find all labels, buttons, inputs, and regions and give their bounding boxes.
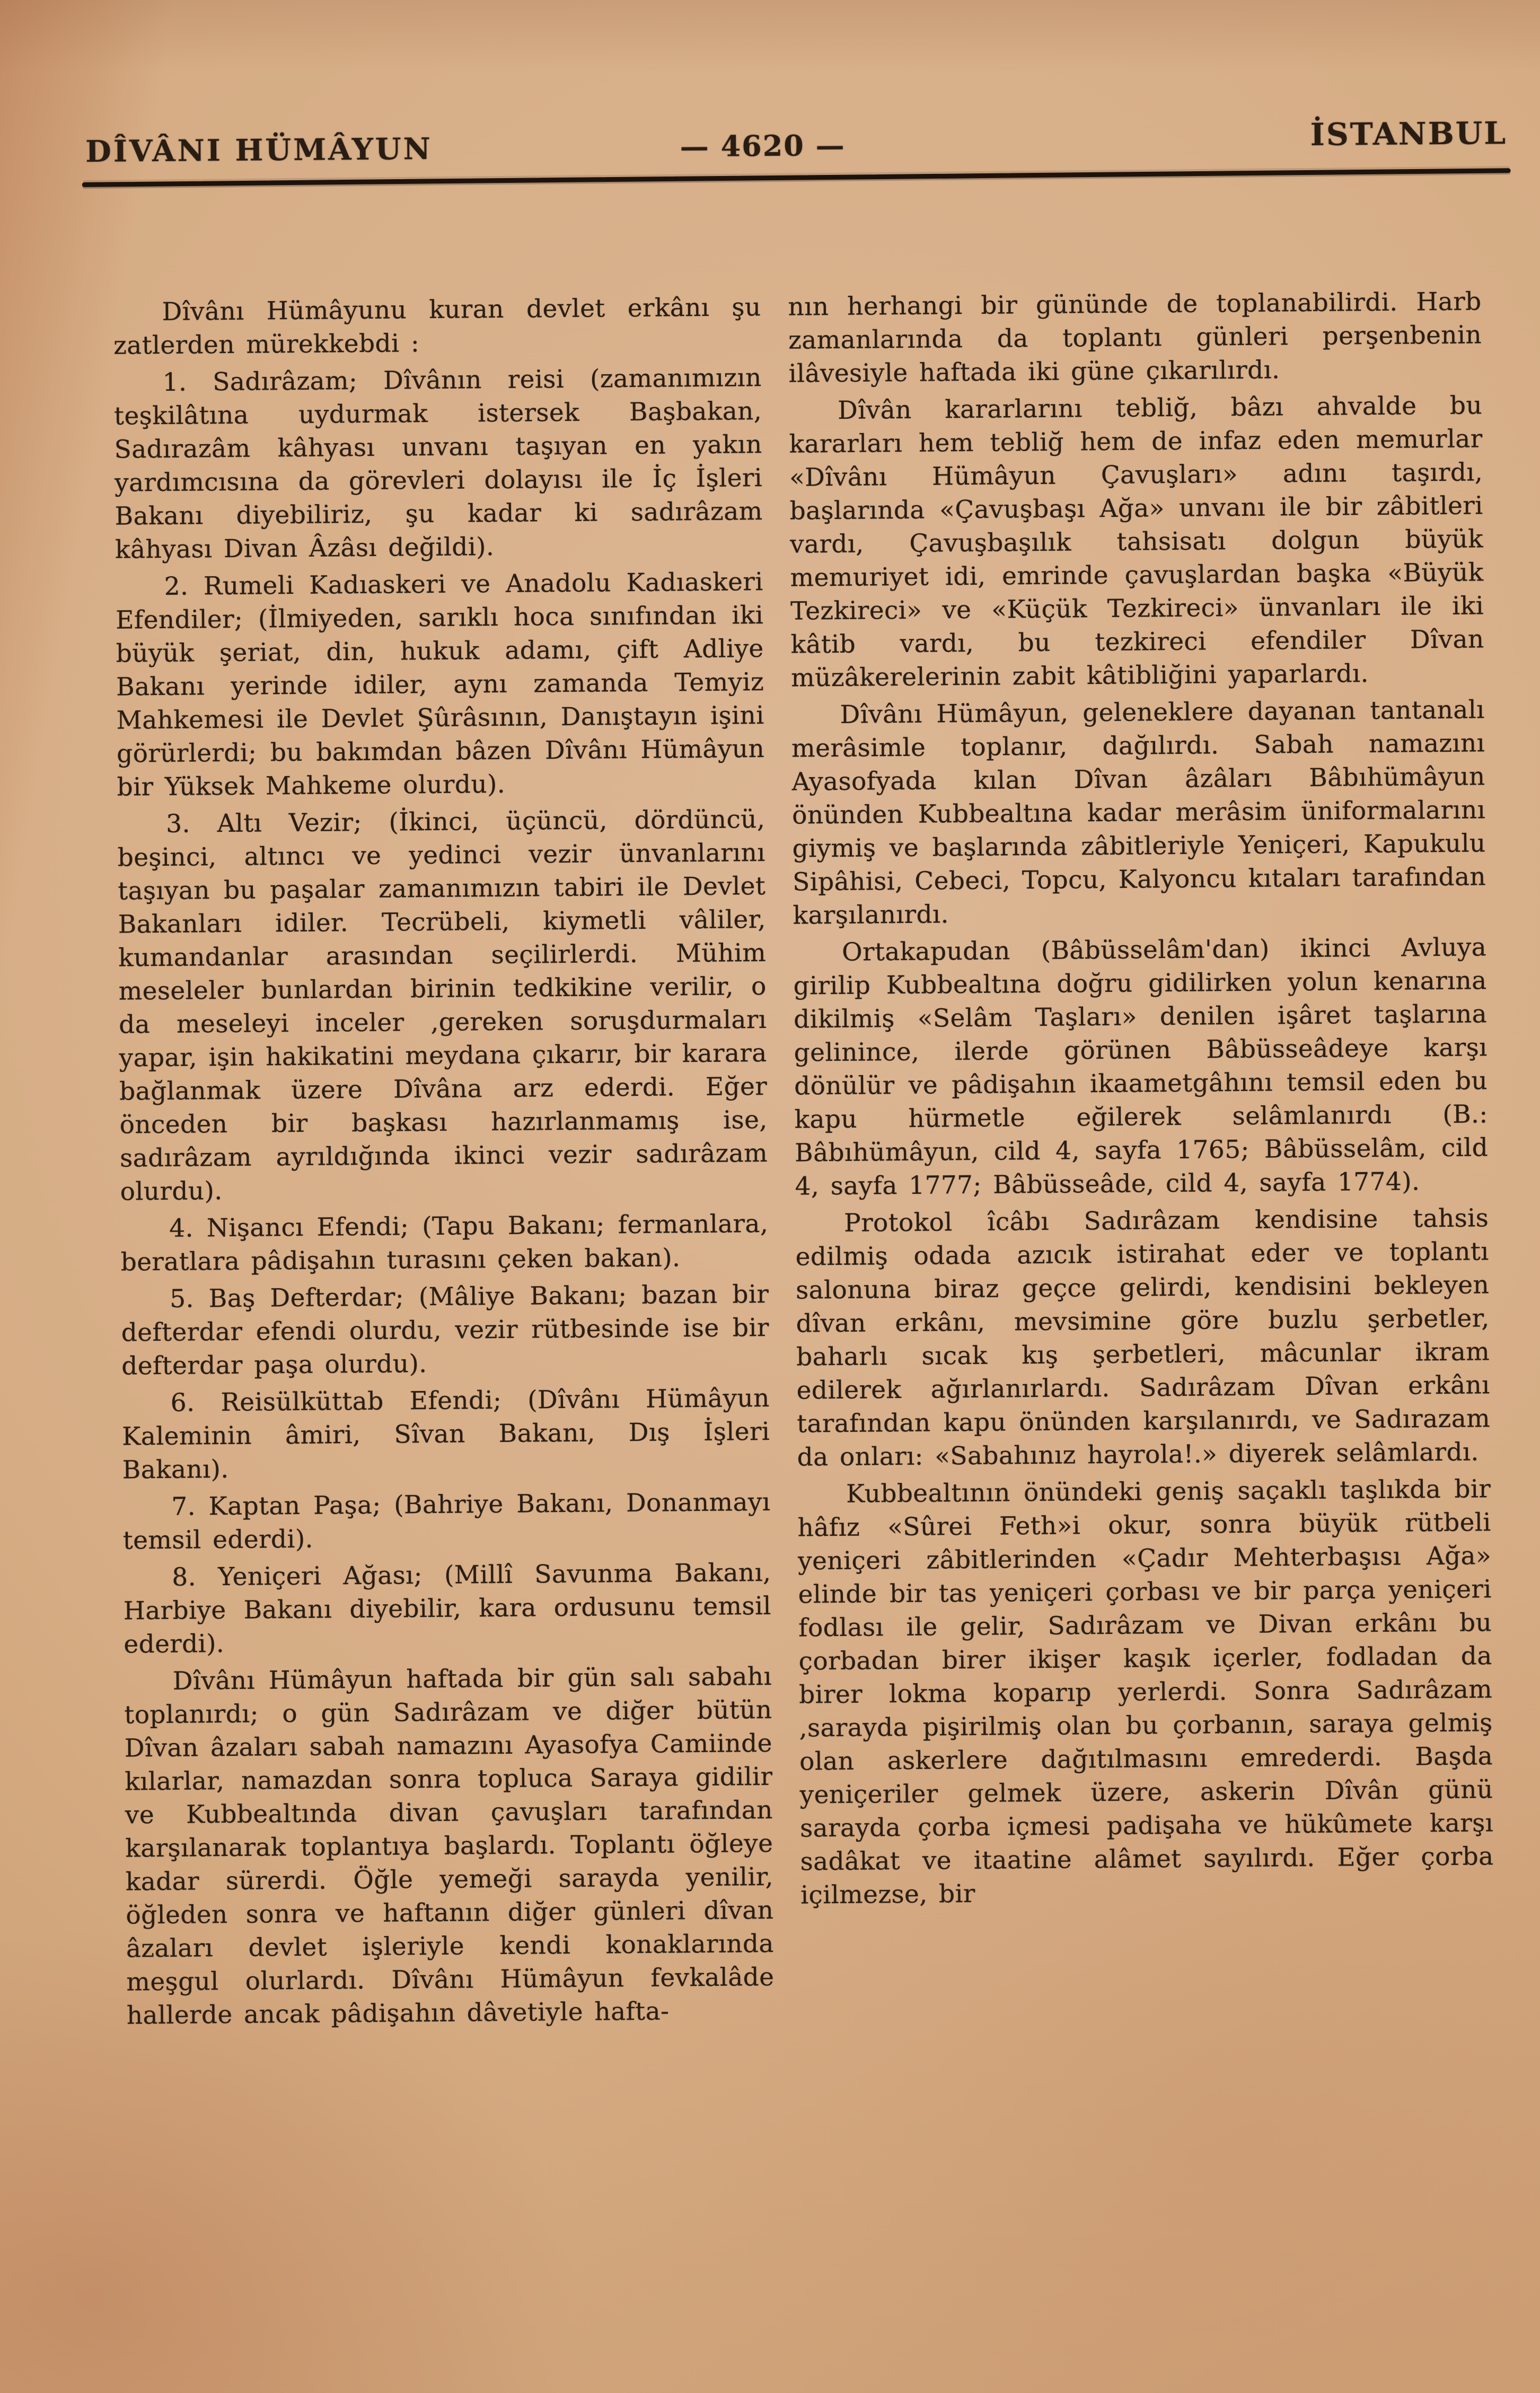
paragraph-kubbealti-corba: Kubbealtının önündeki geniş saçaklı taşlıkda bir hâfız «Sûrei Feth»i okur, sonra büyük rütbeli yeniçeri zâbitlerinden «Çadır Mehterbaşısı Ağa» elinde bir tas yeniçeri çorbası ve bir parça yeniçeri fodlası ile gelir, Sadırâzam ve Divan erkânı bu çorbadan birer ikişer kaşık içerler, fodladan da birer lokma koparıp yerlerdi. Sonra Sadırâzam ,sarayda pişirilmiş olan bu çorbanın, saraya gelmiş olan askerlere dağıtılmasını emrederdi. Başda yeniçeriler gelmek üzere, askerin Dîvân günü sarayda çorba içmesi padişaha ve hükûmete karşı sadâkat ve itaatine alâmet sayılırdı. Eğer çorba içilmezse, bir — [797, 1474, 1494, 1910]
paragraph-merasim: Dîvânı Hümâyun, geleneklere dayanan tantanalı merâsimle toplanır, dağılırdı. Sabah namazını Ayasofyada kılan Dîvan âzâları Bâbıhümâyun önünden Kubbealtına kadar merâsim üniformalarını giymiş ve başlarında zâbitleriyle Yeniçeri, Kapukulu Sipâhisi, Cebeci, Topcu, Kalyoncu kıtaları tarafından karşılanırdı. — [791, 695, 1486, 930]
list-item-6-reisulkuttab: 6. Reisülküttab Efendi; (Dîvânı Hümâyun Kaleminin âmiri, Sîvan Bakanı, Dış İşleri Bakanı). — [122, 1384, 770, 1485]
right-column — [788, 285, 1494, 1915]
list-item-1-sadirazam: 1. Sadırâzam; Dîvânın reisi (zamanımızın teşkilâtına uydurmak istersek Başbakan, Sadırazâm kâhyası unvanı taşıyan en yakın yardımcısına da görevleri dolayısı ile İç İşleri Bakanı diyebiliriz, şu kadar ki sadırâzam kâhyası Divan Âzâsı değildi). — [113, 363, 763, 565]
city-header: İSTANBUL — [1310, 115, 1508, 153]
paragraph-cavuslar: Dîvân kararlarını tebliğ, bâzı ahvalde bu kararları hem tebliğ hem de infaz eden memurlar «Dîvânı Hümâyun Çavuşları» adını taşırdı, başlarında «Çavuşbaşı Ağa» unvanı ile bir zâbitleri vardı, Çavuşbaşılık tahsisatı dolgun büyük memuriyet idi, emrinde çavuşlardan başka «Büyük Tezkireci» ve «Küçük Tezkireci» ünvanları ile iki kâtib vardı, bu tezkireci efendiler Dîvan müzâkerelerinin zabit kâtibliğini yaparlardı. — [789, 391, 1484, 693]
header-rule — [82, 168, 1511, 187]
entry-title: DÎVÂNI HÜMÂYUN — [85, 131, 433, 170]
list-item-7-kaptan-pasa: 7. Kaptan Paşa; (Bahriye Bakanı, Donanmayı temsil ederdi). — [122, 1488, 771, 1555]
page-number: — 4620 — — [680, 128, 846, 164]
paragraph-intro: Dîvânı Hümâyunu kuran devlet erkânı şu zatlerden mürekkebdi : — [113, 293, 761, 360]
list-item-4-nisanci: 4. Nişancı Efendi; (Tapu Bakanı; fermanlara, beratlara pâdişahın turasını çeken bakan). — [120, 1209, 769, 1277]
list-item-8-yeniceri-agasi: 8. Yeniçeri Ağası; (Millî Savunma Bakanı, Harbiye Bakanı diyebilir, kara ordusunu temsil ederdi). — [123, 1558, 772, 1659]
left-column — [113, 291, 775, 2036]
paragraph-ortakapu: Ortakapudan (Bâbüsselâm'dan) ikinci Avluya girilip Kubbealtına doğru gidilirken yolun kenarına dikilmiş «Selâm Taşları» denilen işâret taşlarına gelinince, ilerde görünen Bâbüsseâdeye karşı dönülür ve pâdişahın ikaametgâhını temsil eden bu kapu hürmetle eğilerek selâmlanırdı (B.: Bâbıhümâyun, cild 4, sayfa 1765; Bâbüsselâm, cild 4, sayfa 1777; Bâbüsseâde, cild 4, sayfa 1774). — [793, 932, 1489, 1201]
paragraph-protokol: Protokol îcâbı Sadırâzam kendisine tahsis edilmiş odada azıcık istirahat eder ve toplantı salonuna biraz geçce gelirdi, kendisini bekleyen dîvan erkânı, mevsimine göre buzlu şerbetler, baharlı sıcak kış şerbetleri, mâcunlar ikram edilerek ağırlanırlardı. Sadırâzam Dîvan erkânı tarafından kapu önünden karşılanırdı, ve Sadırazam da onları: «Sabahınız hayrola!.» diyerek selâmlardı. — [795, 1203, 1491, 1472]
paragraph-toplanti: Dîvânı Hümâyun haftada bir gün salı sabahı toplanırdı; o gün Sadırâzam ve diğer bütün Dîvan âzaları sabah namazını Ayasofya Camiinde kılarlar, namazdan sonra topluca Saraya gidilir ve Kubbealtında divan çavuşları tarafından karşılanarak toplantıya başlardı. Toplantı öğleye kadar sürerdi. Öğle yemeği sarayda yenilir, öğleden sonra ve haftanın diğer günleri dîvan âzaları devlet işleriyle kendi konaklarında meşgul olurlardı. Dîvânı Hümâyun fevkalâde hallerde ancak pâdişahın dâvetiyle hafta- — [124, 1662, 775, 2030]
paragraph-continuation: nın herhangi bir gününde de toplanabilirdi. Harb zamanlarında da toplantı günleri perşenbenin ilâvesiyle haftada iki güne çıkarılırdı. — [788, 287, 1482, 389]
list-item-5-bas-defterdar: 5. Baş Defterdar; (Mâliye Bakanı; bazan bir defterdar efendi olurdu, vezir rütbesinde ise bir defterdar paşa olurdu). — [121, 1280, 769, 1381]
list-item-3-alti-vezir: 3. Altı Vezir; (İkinci, üçüncü, dördüncü, beşinci, altıncı ve yedinci vezir ünvanlarını taşıyan bu paşalar zamanımızın tabiri ile Devlet Bakanları idiler. Tecrübeli, kiymetli vâliler, kumandanlar arasından seçilirlerdi. Mühim meseleler bunlardan birinin tedkikine verilir, o da meseleyi inceler ,gereken soruşdurmaları yapar, işin hakikatini meydana çıkarır, bir karara bağlanmak üzere Dîvâna arz ederdi. Eğer önceden bir başkası hazırlanmamış ise, sadırâzam ayrıldığında ikinci vezir sadırâzam olurdu). — [117, 805, 768, 1207]
list-item-2-kadiaskeri: 2. Rumeli Kadıaskeri ve Anadolu Kadıaskeri Efendiler; (İlmiyeden, sarıklı hoca sınıfından iki büyük şeriat, din, hukuk adamı, çift Adliye Bakanı yerinde idiler, aynı zamanda Temyiz Mahkemesi ile Devlet Şûrâsının, Danıştayın işini görürlerdi; bu bakımdan bâzen Dîvânı Hümâyun bir Yüksek Mahkeme olurdu). — [115, 567, 765, 802]
